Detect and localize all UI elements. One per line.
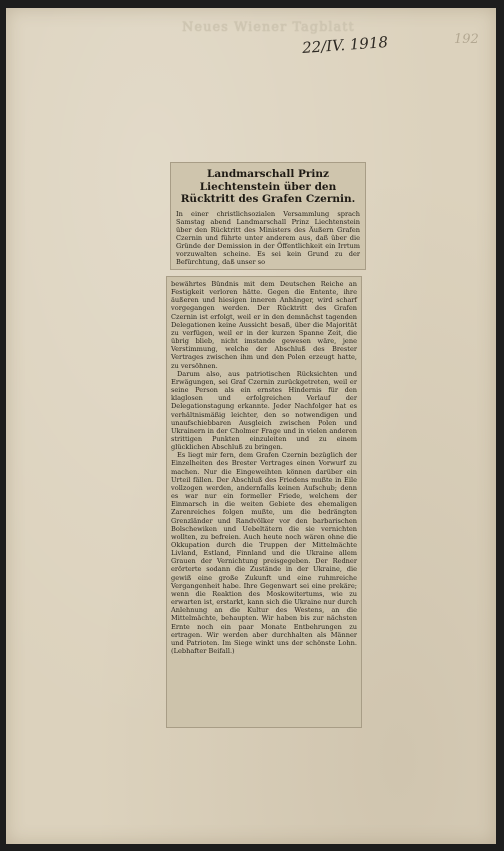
archive-number: 192 — [454, 32, 479, 47]
article-body — [171, 280, 357, 655]
article-intro: In einer christlichsozialen Versammlung sprach Samstag abend Landmarschall Prinz Liechtenstein über den Rücktritt des Ministers des Äußern Grafen Czernin und führte unter anderem aus, daß über die Gründe der Demission in der Öffentlichkeit ein Irrtum vorzuwalten scheine. Es sei kein Grund zu der Befürchtung, daß unser so — [176, 209, 360, 267]
article-headline: Landmarschall Prinz Liechtenstein über den Rücktritt des Grafen Czernin. — [180, 168, 356, 205]
newspaper-masthead: Neues Wiener Tagblatt — [182, 20, 355, 35]
clipping-top — [170, 162, 366, 270]
paragraph: Es liegt mir fern, dem Grafen Czernin bezüglich der Einzelheiten des Brester Vertrages einen Vorwurf zu machen. Nur die Eingeweihten können darüber ein Urteil fällen. Der Abschluß des Friedens mußte in Eile vollzogen werden, andernfalls keinen Aufschub; denn es war nur ein formeller Friede, welchem der Einmarsch in die weiten Gebiete des ehemaligen Zarenreiches folgen mußte, um die bedrängten Grenzländer und Randvölker vor den barbarischen Bolschewiken und Uebeltätern die sie vernichten wollten, zu befreien. Auch heute noch wären ohne die Okkupation durch die Truppen der Mittelmächte Livland, Estland, Finnland und die Ukraine allem Grauen der Vernichtung preisgegeben. Der Redner erörterte sodann die Zustände in der Ukraine, die gewiß eine große Zukunft und eine ruhmreiche Vergangenheit habe. Ihre Gegenwart sei eine prekäre; wenn die Reaktion des Moskowitertums, wie zu erwarten ist, erstarkt, kann sich die Ukraine nur durch Anlehnung an die Kultur des Westens, an die Mittelmächte, behaupten. Wir haben bis zur nächsten Ernte noch ein paar Monate Entbehrungen zu ertragen. Wir werden aber durchhalten als Männer und Patrioten. Im Siege winkt uns der schönste Lohn. (Lebhafter Beifall.) — [171, 451, 357, 656]
clipping-continuation — [166, 276, 362, 728]
paragraph: Darum also, aus patriotischen Rücksichten und Erwägungen, sei Graf Czernin zurückgetreten, weil er seine Person als ein ernstes Hindernis für den klaglosen und erfolgreichen Verlauf der Delegationstagung erkannte. Jeder Nachfolger hat es verhältnismäßig leichter, den so notwendigen und unaufschiebbaren Ausgleich zwischen Polen und Ukrainern in der Cholmer Frage und in vielen anderen strittigen Punkten einzuleiten und zu einem glücklichen Abschluß zu bringen. — [171, 369, 357, 452]
handwritten-date: 22/IV. 1918 — [301, 33, 389, 57]
paragraph: bewährtes Bündnis mit dem Deutschen Reiche an Festigkeit verloren hätte. Gegen die Entente, ihre äußeren und hiesigen inneren Anhänger, wird scharf vorgegangen werden. Der Rücktritt des Grafen Czernin ist erfolgt, weil er in den demnächst tagenden Delegationen keine Aussicht besaß, über die Majorität zu verfügen, weil er in der kurzen Spanne Zeit, die übrig blieb, nicht imstande gewesen wäre, jene Verstimmung, welche der Abschluß des Brester Vertrages zwischen ihm und den Polen erzeugt hatte, zu versöhnen. — [171, 280, 357, 370]
